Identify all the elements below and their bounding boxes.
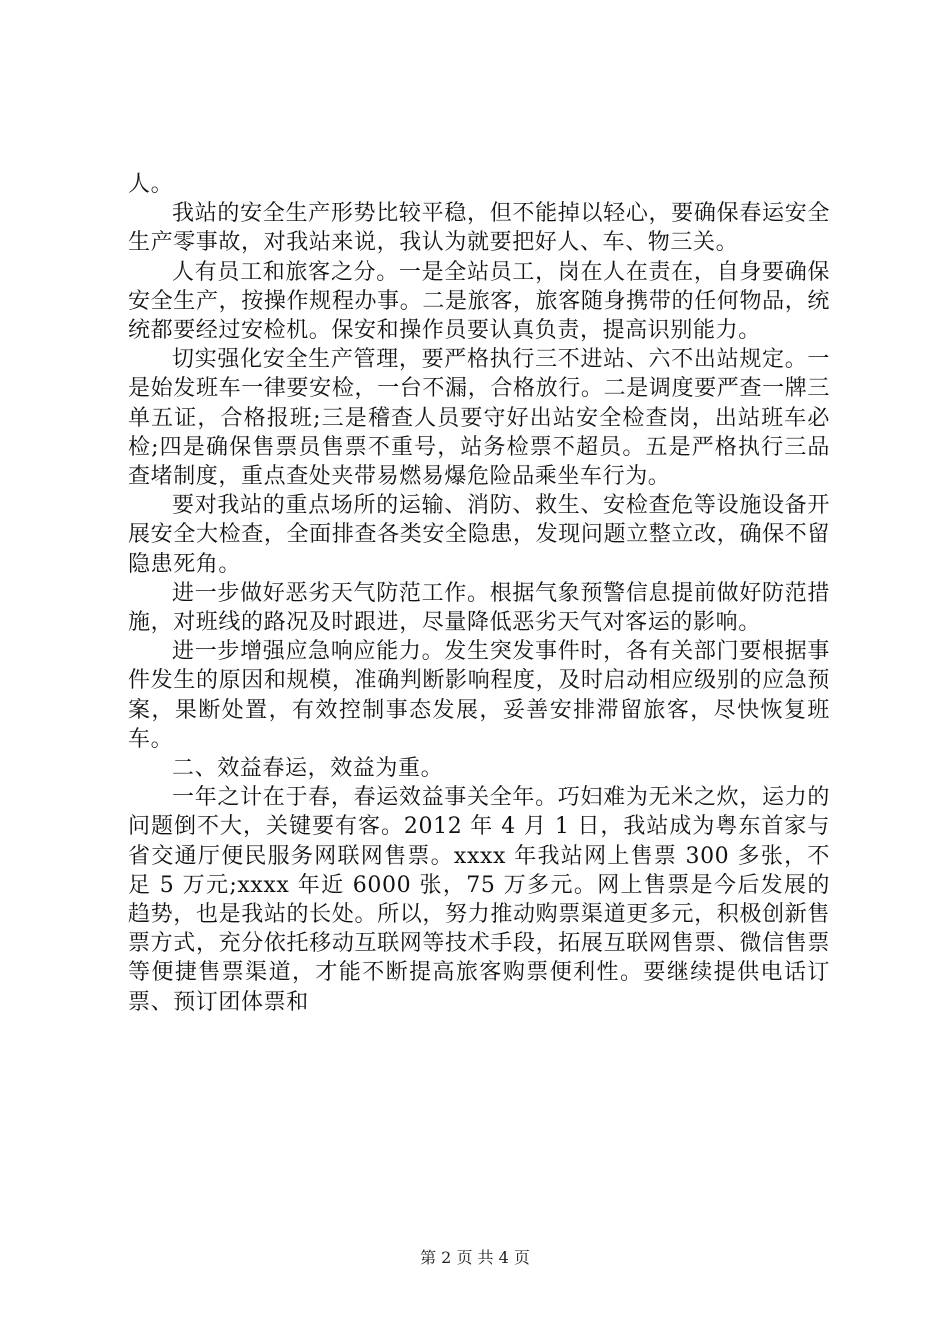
paragraph-7: 进一步增强应急响应能力。发生突发事件时，各有关部门要根据事件发生的原因和规模，准确判断影响程度，及时启动相应级别的应急预案，果断处置，有效控制事态发展，妥善安排滞留旅客，尽快恢复班车。 [128, 639, 830, 752]
paragraph-3: 人有员工和旅客之分。一是全站员工，岗在人在责在，自身要确保安全生产，按操作规程办事。二是旅客，旅客随身携带的任何物品，统统都要经过安检机。保安和操作员要认真负责，提高识别能力。 [128, 259, 830, 344]
page-footer: 第 2 页 共 4 页 [420, 1248, 530, 1267]
section-heading: 二、效益春运，效益为重。 [172, 756, 444, 782]
paragraph-4: 切实强化安全生产管理，要严格执行三不进站、六不出站规定。一是始发班车一律要安检，一台不漏，合格放行。二是调度要严查一牌三单五证，合格报班;三是稽查人员要守好出站安全检查岗，出站班车必检;四是确保售票员售票不重号，站务检票不超员。五是严格执行三品查堵制度，重点查处夹带易燃易爆危险品乘坐车行为。 [128, 347, 830, 490]
paragraph-9: 一年之计在于春，春运效益事关全年。巧妇难为无米之炊，运力的问题倒不大，关键要有客。2012 年 4 月 1 日，我站成为粤东首家与省交通厅便民服务网联网售票。xxxx 年我站网上售票 300 多张，不足 5 万元;xxxx 年近 6000 张，75 万多元。网上售票是今后发展的趋势，也是我站的长处。所以，努力推动购票渠道更多元，积极创新售票方式，充分依托移动互联网等技术手段，拓展互联网售票、微信售票等便捷售票渠道，才能不断提高旅客购票便利性。要继续提供电话订票、预订团体票和 [128, 785, 830, 1015]
paragraph-1: 人。 [128, 172, 174, 197]
paragraph-5: 要对我站的重点场所的运输、消防、救生、安检查危等设施设备开展安全大检查，全面排查各类安全隐患，发现问题立整立改，确保不留隐患死角。 [128, 493, 830, 577]
document-body [128, 170, 830, 1017]
paragraph-2: 我站的安全生产形势比较平稳，但不能掉以轻心，要确保春运安全生产零事故，对我站来说，我认为就要把好人、车、物三关。 [128, 201, 830, 256]
paragraph-6: 进一步做好恶劣天气防范工作。根据气象预警信息提前做好防范措施，对班线的路况及时跟进，尽量降低恶劣天气对客运的影响。 [128, 580, 830, 636]
